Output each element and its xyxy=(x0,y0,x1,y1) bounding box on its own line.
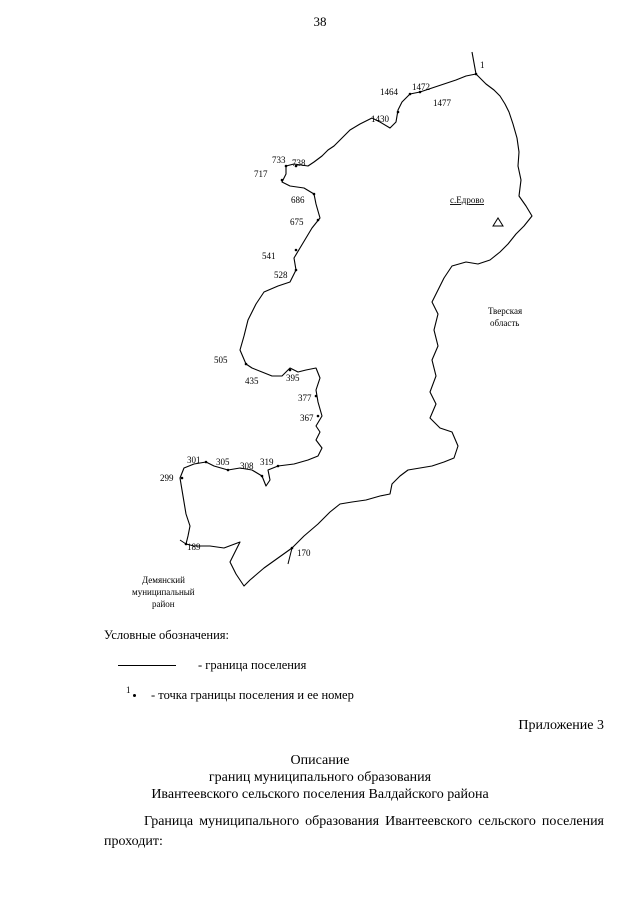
point-label: 1477 xyxy=(433,98,451,108)
point-label: 308 xyxy=(240,461,254,471)
point-label: 1472 xyxy=(412,82,430,92)
point-label: 299 xyxy=(160,473,174,483)
tver-region-label: область xyxy=(490,318,520,328)
point-label: 435 xyxy=(245,376,259,386)
tver-region-label: Тверская xyxy=(488,306,523,316)
point-label: 395 xyxy=(286,373,300,383)
point-label: 528 xyxy=(274,270,288,280)
point-label: 541 xyxy=(262,251,276,261)
point-label: 319 xyxy=(260,457,274,467)
title-line: границ муниципального образования xyxy=(208,770,432,785)
demyansk-district-label: муниципальный xyxy=(132,587,195,597)
page-number: 38 xyxy=(313,14,327,29)
village-label: с.Едрово xyxy=(450,195,485,205)
point-label: 717 xyxy=(254,169,268,179)
point-label: 1 xyxy=(480,60,485,70)
demyansk-district-label: Демянский xyxy=(142,575,185,585)
demyansk-district-label: район xyxy=(152,599,175,609)
title-line: Ивантеевского сельского поселения Валдайского района xyxy=(151,787,489,802)
legend-point-number: 1 xyxy=(126,685,131,695)
appendix-label: Приложение 3 xyxy=(518,718,604,733)
point-label: 505 xyxy=(214,355,228,365)
title-line: Описание xyxy=(290,753,350,768)
point-label: 170 xyxy=(297,548,311,558)
village-marker-icon xyxy=(493,218,503,226)
point-label: 367 xyxy=(300,413,314,423)
point-label: 686 xyxy=(291,195,305,205)
point-label: 738 xyxy=(292,158,306,168)
point-label: 189 xyxy=(187,542,201,552)
body-paragraph: Граница муниципального образования Ивантеевского сельского поселения проходит: xyxy=(104,814,604,849)
legend-boundary-text: - граница поселения xyxy=(198,658,307,672)
point-label: 377 xyxy=(298,393,312,403)
boundary-point-markers xyxy=(181,73,478,550)
point-label: 733 xyxy=(272,155,286,165)
document-title xyxy=(0,752,640,803)
point-label: 301 xyxy=(187,455,201,465)
legend-title: Условные обозначения: xyxy=(104,628,230,642)
point-label: 675 xyxy=(290,217,304,227)
legend-point-icon xyxy=(133,694,136,697)
point-label: 1464 xyxy=(380,87,398,97)
settlement-boundary-line xyxy=(180,52,532,586)
legend-boundary-line xyxy=(118,665,176,666)
point-label: 305 xyxy=(216,457,230,467)
point-label: 1430 xyxy=(371,114,389,124)
legend-point-text: - точка границы поселения и ее номер xyxy=(151,688,354,702)
